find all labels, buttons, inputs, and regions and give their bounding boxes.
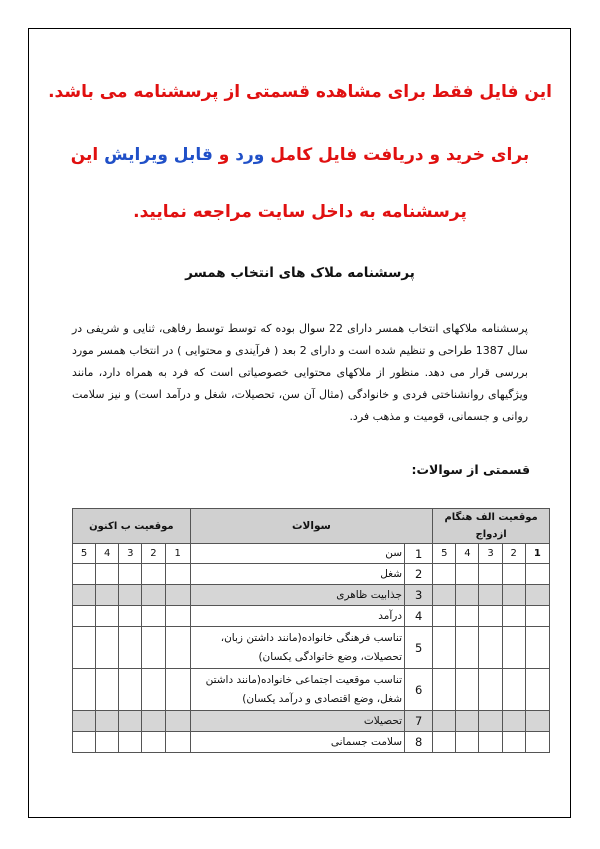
table-header-row	[73, 509, 550, 544]
scale-row	[73, 544, 550, 564]
question-text: شغل	[190, 564, 404, 585]
notice-word-label: ورد	[235, 145, 265, 165]
notice-line-3: پرسشنامه به داخل سایت مراجعه نمایید.	[133, 202, 467, 222]
answer-cell[interactable]	[433, 606, 456, 627]
answer-cell[interactable]	[502, 711, 525, 732]
answer-cell[interactable]	[502, 564, 525, 585]
answer-cell[interactable]	[165, 669, 190, 711]
notice-line-2-end: این	[70, 145, 105, 165]
answer-cell[interactable]	[433, 732, 456, 753]
description-paragraph: پرسشنامه ملاکهای انتخاب همسر دارای 22 سوال بوده که توسط توسط رفاهی، ثنایی و شریفی در سال 1387 طراحی و تنظیم شده است و دارای 2 بعد ( فرآیندی و محتوایی ) در انتخاب همسر مورد بررسی قرار می دهد. منظور از ملاکهای محتوایی خصوصیاتی است که فرد به همراه دارد، مانند ویژگیهای روانشناختی فردی و خانوادگی (مثال آن سن، تحصیلات، شغل و درآمد است) و نیز سلامت روانی و جسمانی، قومیت و مذهب فرد.	[72, 322, 528, 423]
answer-cell[interactable]	[165, 564, 190, 585]
answer-cell[interactable]	[502, 627, 525, 669]
group-header-b: موقعیت ب اکنون	[73, 509, 191, 544]
question-text: جذابیت ظاهری	[190, 585, 404, 606]
answer-cell[interactable]	[433, 627, 456, 669]
answer-cell[interactable]	[479, 669, 502, 711]
scale-cell: 2	[142, 544, 165, 564]
question-text: تناسب موقعیت اجتماعی خانواده(مانند داشتن شغل، وضع اقتصادی و درآمد یکسان)	[190, 669, 404, 711]
answer-cell[interactable]	[525, 732, 549, 753]
notice-editable-label: قابل ویرایش	[104, 145, 213, 165]
answer-cell[interactable]	[525, 627, 549, 669]
questionnaire-title: پرسشنامه ملاک های انتخاب همسر	[185, 265, 415, 281]
question-text: تحصیلات	[190, 711, 404, 732]
answer-cell[interactable]	[165, 627, 190, 669]
answer-cell[interactable]	[142, 669, 165, 711]
answer-cell[interactable]	[119, 732, 142, 753]
answer-cell[interactable]	[456, 711, 479, 732]
answer-cell[interactable]	[433, 669, 456, 711]
answer-cell[interactable]	[119, 711, 142, 732]
answer-cell[interactable]	[96, 732, 119, 753]
answer-cell[interactable]	[142, 606, 165, 627]
scale-cell: 4	[96, 544, 119, 564]
table-row	[73, 711, 550, 732]
answer-cell[interactable]	[456, 606, 479, 627]
answer-cell[interactable]	[502, 669, 525, 711]
answer-cell[interactable]	[456, 585, 479, 606]
answer-cell[interactable]	[479, 564, 502, 585]
answer-cell[interactable]	[165, 711, 190, 732]
scale-cell: 4	[456, 544, 479, 564]
answer-cell[interactable]	[119, 669, 142, 711]
answer-cell[interactable]	[73, 669, 96, 711]
answer-cell[interactable]	[119, 585, 142, 606]
answer-cell[interactable]	[73, 606, 96, 627]
answer-cell[interactable]	[525, 711, 549, 732]
answer-cell[interactable]	[456, 669, 479, 711]
answer-cell[interactable]	[479, 606, 502, 627]
answer-cell[interactable]	[525, 669, 549, 711]
answer-cell[interactable]	[165, 585, 190, 606]
notice-line-2-start: برای خرید و دریافت فایل کامل	[264, 145, 530, 165]
answer-cell[interactable]	[456, 564, 479, 585]
answer-cell[interactable]	[73, 564, 96, 585]
answer-cell[interactable]	[96, 585, 119, 606]
answer-cell[interactable]	[502, 732, 525, 753]
table-row	[73, 627, 550, 669]
question-number: 7	[405, 711, 433, 732]
table-row	[73, 669, 550, 711]
table-row	[73, 606, 550, 627]
scale-cell: 1	[165, 544, 190, 564]
answer-cell[interactable]	[119, 606, 142, 627]
answer-cell[interactable]	[142, 711, 165, 732]
question-text: تناسب فرهنگی خانواده(مانند داشتن زبان، تحصیلات، وضع خانوادگی یکسان)	[190, 627, 404, 669]
section-title: قسمتی از سوالات:	[411, 462, 530, 477]
answer-cell[interactable]	[433, 585, 456, 606]
table-row	[73, 564, 550, 585]
question-number: 5	[405, 627, 433, 669]
answer-cell[interactable]	[456, 732, 479, 753]
group-header-a: موقعیت الف هنگام ازدواج	[433, 509, 550, 544]
question-number: 4	[405, 606, 433, 627]
answer-cell[interactable]	[165, 606, 190, 627]
answer-cell[interactable]	[119, 627, 142, 669]
table-row	[73, 585, 550, 606]
question-number: 2	[405, 564, 433, 585]
question-number: 8	[405, 732, 433, 753]
answer-cell[interactable]	[479, 585, 502, 606]
notice-line-2	[40, 143, 560, 167]
question-number: 1	[405, 544, 433, 564]
answer-cell[interactable]	[73, 732, 96, 753]
scale-cell: 1	[525, 544, 549, 564]
table-row	[73, 732, 550, 753]
answer-cell[interactable]	[96, 564, 119, 585]
questions-table	[72, 508, 550, 753]
question-text: سلامت جسمانی	[190, 732, 404, 753]
scale-cell: 3	[119, 544, 142, 564]
answer-cell[interactable]	[165, 732, 190, 753]
scale-cell: 3	[479, 544, 502, 564]
answer-cell[interactable]	[525, 606, 549, 627]
question-text: درآمد	[190, 606, 404, 627]
questions-header: سوالات	[190, 509, 432, 544]
question-number: 3	[405, 585, 433, 606]
answer-cell[interactable]	[119, 564, 142, 585]
scale-cell: 2	[502, 544, 525, 564]
answer-cell[interactable]	[456, 627, 479, 669]
notice-and: و	[212, 145, 236, 165]
answer-cell[interactable]	[479, 627, 502, 669]
answer-cell[interactable]	[142, 564, 165, 585]
answer-cell[interactable]	[142, 732, 165, 753]
notice-line-1: این فایل فقط برای مشاهده قسمتی از پرسشنامه می باشد.	[48, 82, 552, 102]
answer-cell[interactable]	[142, 585, 165, 606]
answer-cell[interactable]	[525, 585, 549, 606]
answer-cell[interactable]	[96, 669, 119, 711]
scale-cell: 5	[433, 544, 456, 564]
answer-cell[interactable]	[73, 627, 96, 669]
question-text: سن	[190, 544, 404, 564]
answer-cell[interactable]	[525, 564, 549, 585]
question-number: 6	[405, 669, 433, 711]
answer-cell[interactable]	[502, 585, 525, 606]
answer-cell[interactable]	[96, 606, 119, 627]
answer-cell[interactable]	[433, 711, 456, 732]
answer-cell[interactable]	[479, 711, 502, 732]
scale-cell: 5	[73, 544, 96, 564]
answer-cell[interactable]	[73, 585, 96, 606]
answer-cell[interactable]	[433, 564, 456, 585]
answer-cell[interactable]	[479, 732, 502, 753]
answer-cell[interactable]	[73, 711, 96, 732]
answer-cell[interactable]	[502, 606, 525, 627]
answer-cell[interactable]	[96, 711, 119, 732]
answer-cell[interactable]	[142, 627, 165, 669]
answer-cell[interactable]	[96, 627, 119, 669]
